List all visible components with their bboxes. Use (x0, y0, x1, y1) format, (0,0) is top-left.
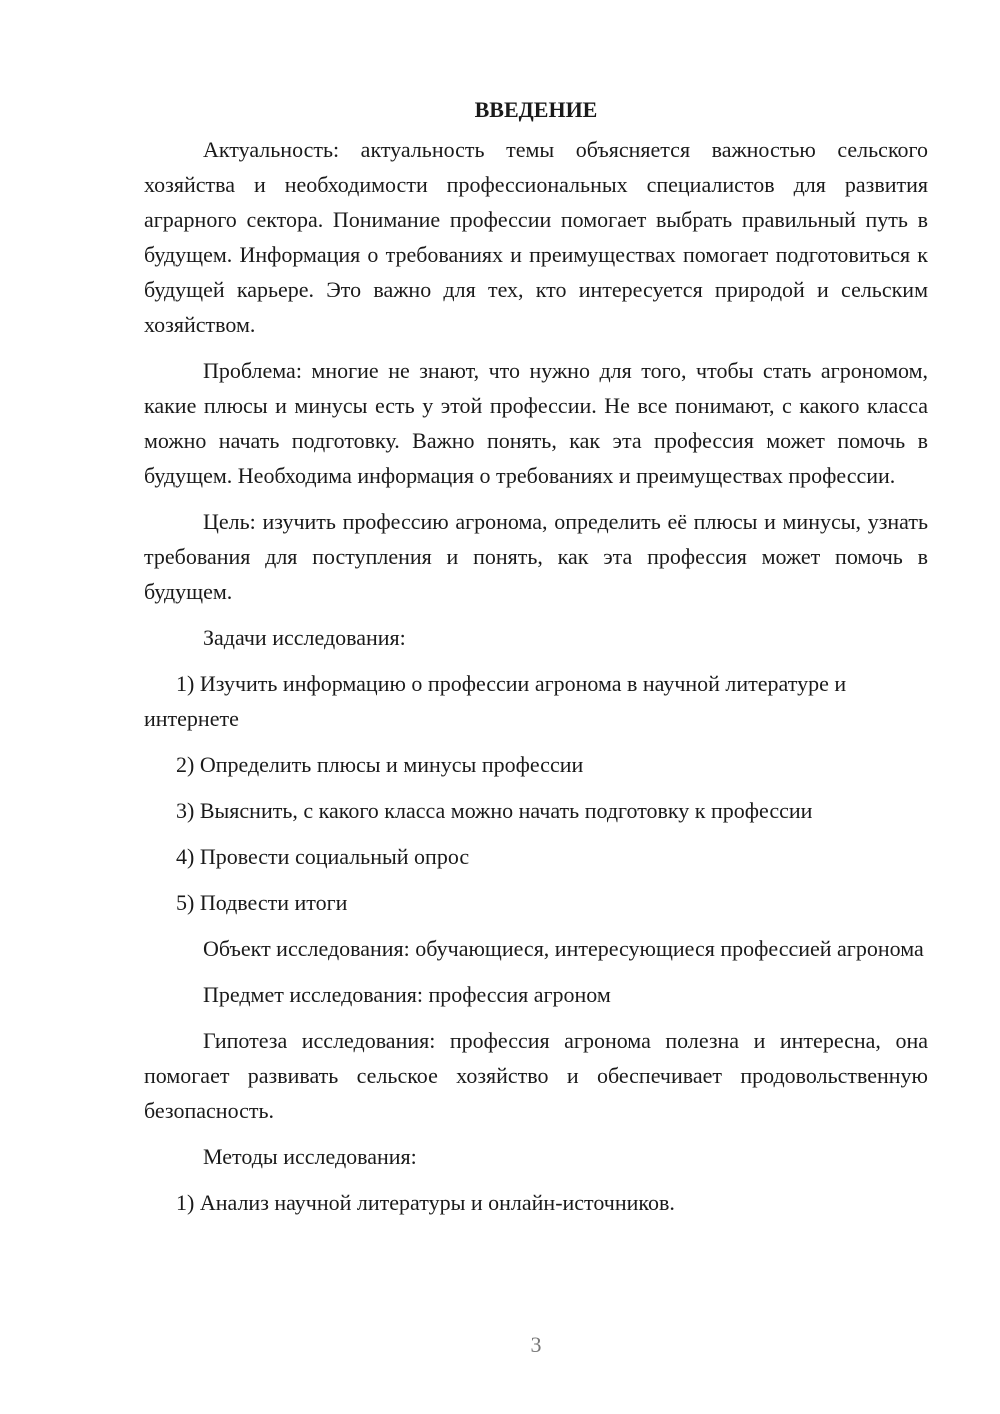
page-title: ВВЕДЕНИЕ (474, 97, 598, 122)
object-paragraph: Объект исследования: обучающиеся, интересующиеся профессией агронома (203, 936, 924, 961)
page-number: 3 (530, 1332, 542, 1357)
subject-paragraph: Предмет исследования: профессия агроном (203, 982, 611, 1007)
task-item-3: 3) Выяснить, с какого класса можно начать подготовку к профессии (176, 798, 813, 823)
task-item-5: 5) Подвести итоги (176, 890, 348, 915)
methods-heading: Методы исследования: (203, 1144, 417, 1169)
relevance-paragraph: Актуальность: актуальность темы объясняется важностью сельского хозяйства и необходимости профессиональных специалистов для развития аграрного сектора. Понимание профессии помогает выбрать правильный путь в будущем. Информация о требованиях и преимуществах помогает подготовиться к будущей карьере. Это важно для тех, кто интересуется природой и сельским хозяйством. (144, 137, 928, 337)
goal-paragraph: Цель: изучить профессию агронома, определить её плюсы и минусы, узнать требования для поступления и понять, как эта профессия может помочь в будущем. (144, 509, 928, 604)
task-item-2: 2) Определить плюсы и минусы профессии (176, 752, 584, 777)
method-item-1: 1) Анализ научной литературы и онлайн-источников. (176, 1190, 675, 1215)
hypothesis-paragraph: Гипотеза исследования: профессия агронома полезна и интересна, она помогает развивать сельское хозяйство и обеспечивает продовольственную безопасность. (144, 1028, 928, 1123)
task-item-1: 1) Изучить информацию о профессии агронома в научной литературе и интернете (144, 671, 847, 731)
tasks-heading: Задачи исследования: (203, 625, 406, 650)
problem-paragraph: Проблема: многие не знают, что нужно для того, чтобы стать агрономом, какие плюсы и минусы есть у этой профессии. Не все понимают, с какого класса можно начать подготовку. Важно понять, как эта профессия может помочь в будущем. Необходима информация о требованиях и преимуществах профессии. (144, 358, 928, 488)
document-page (144, 92, 928, 1220)
task-item-4: 4) Провести социальный опрос (176, 844, 470, 869)
